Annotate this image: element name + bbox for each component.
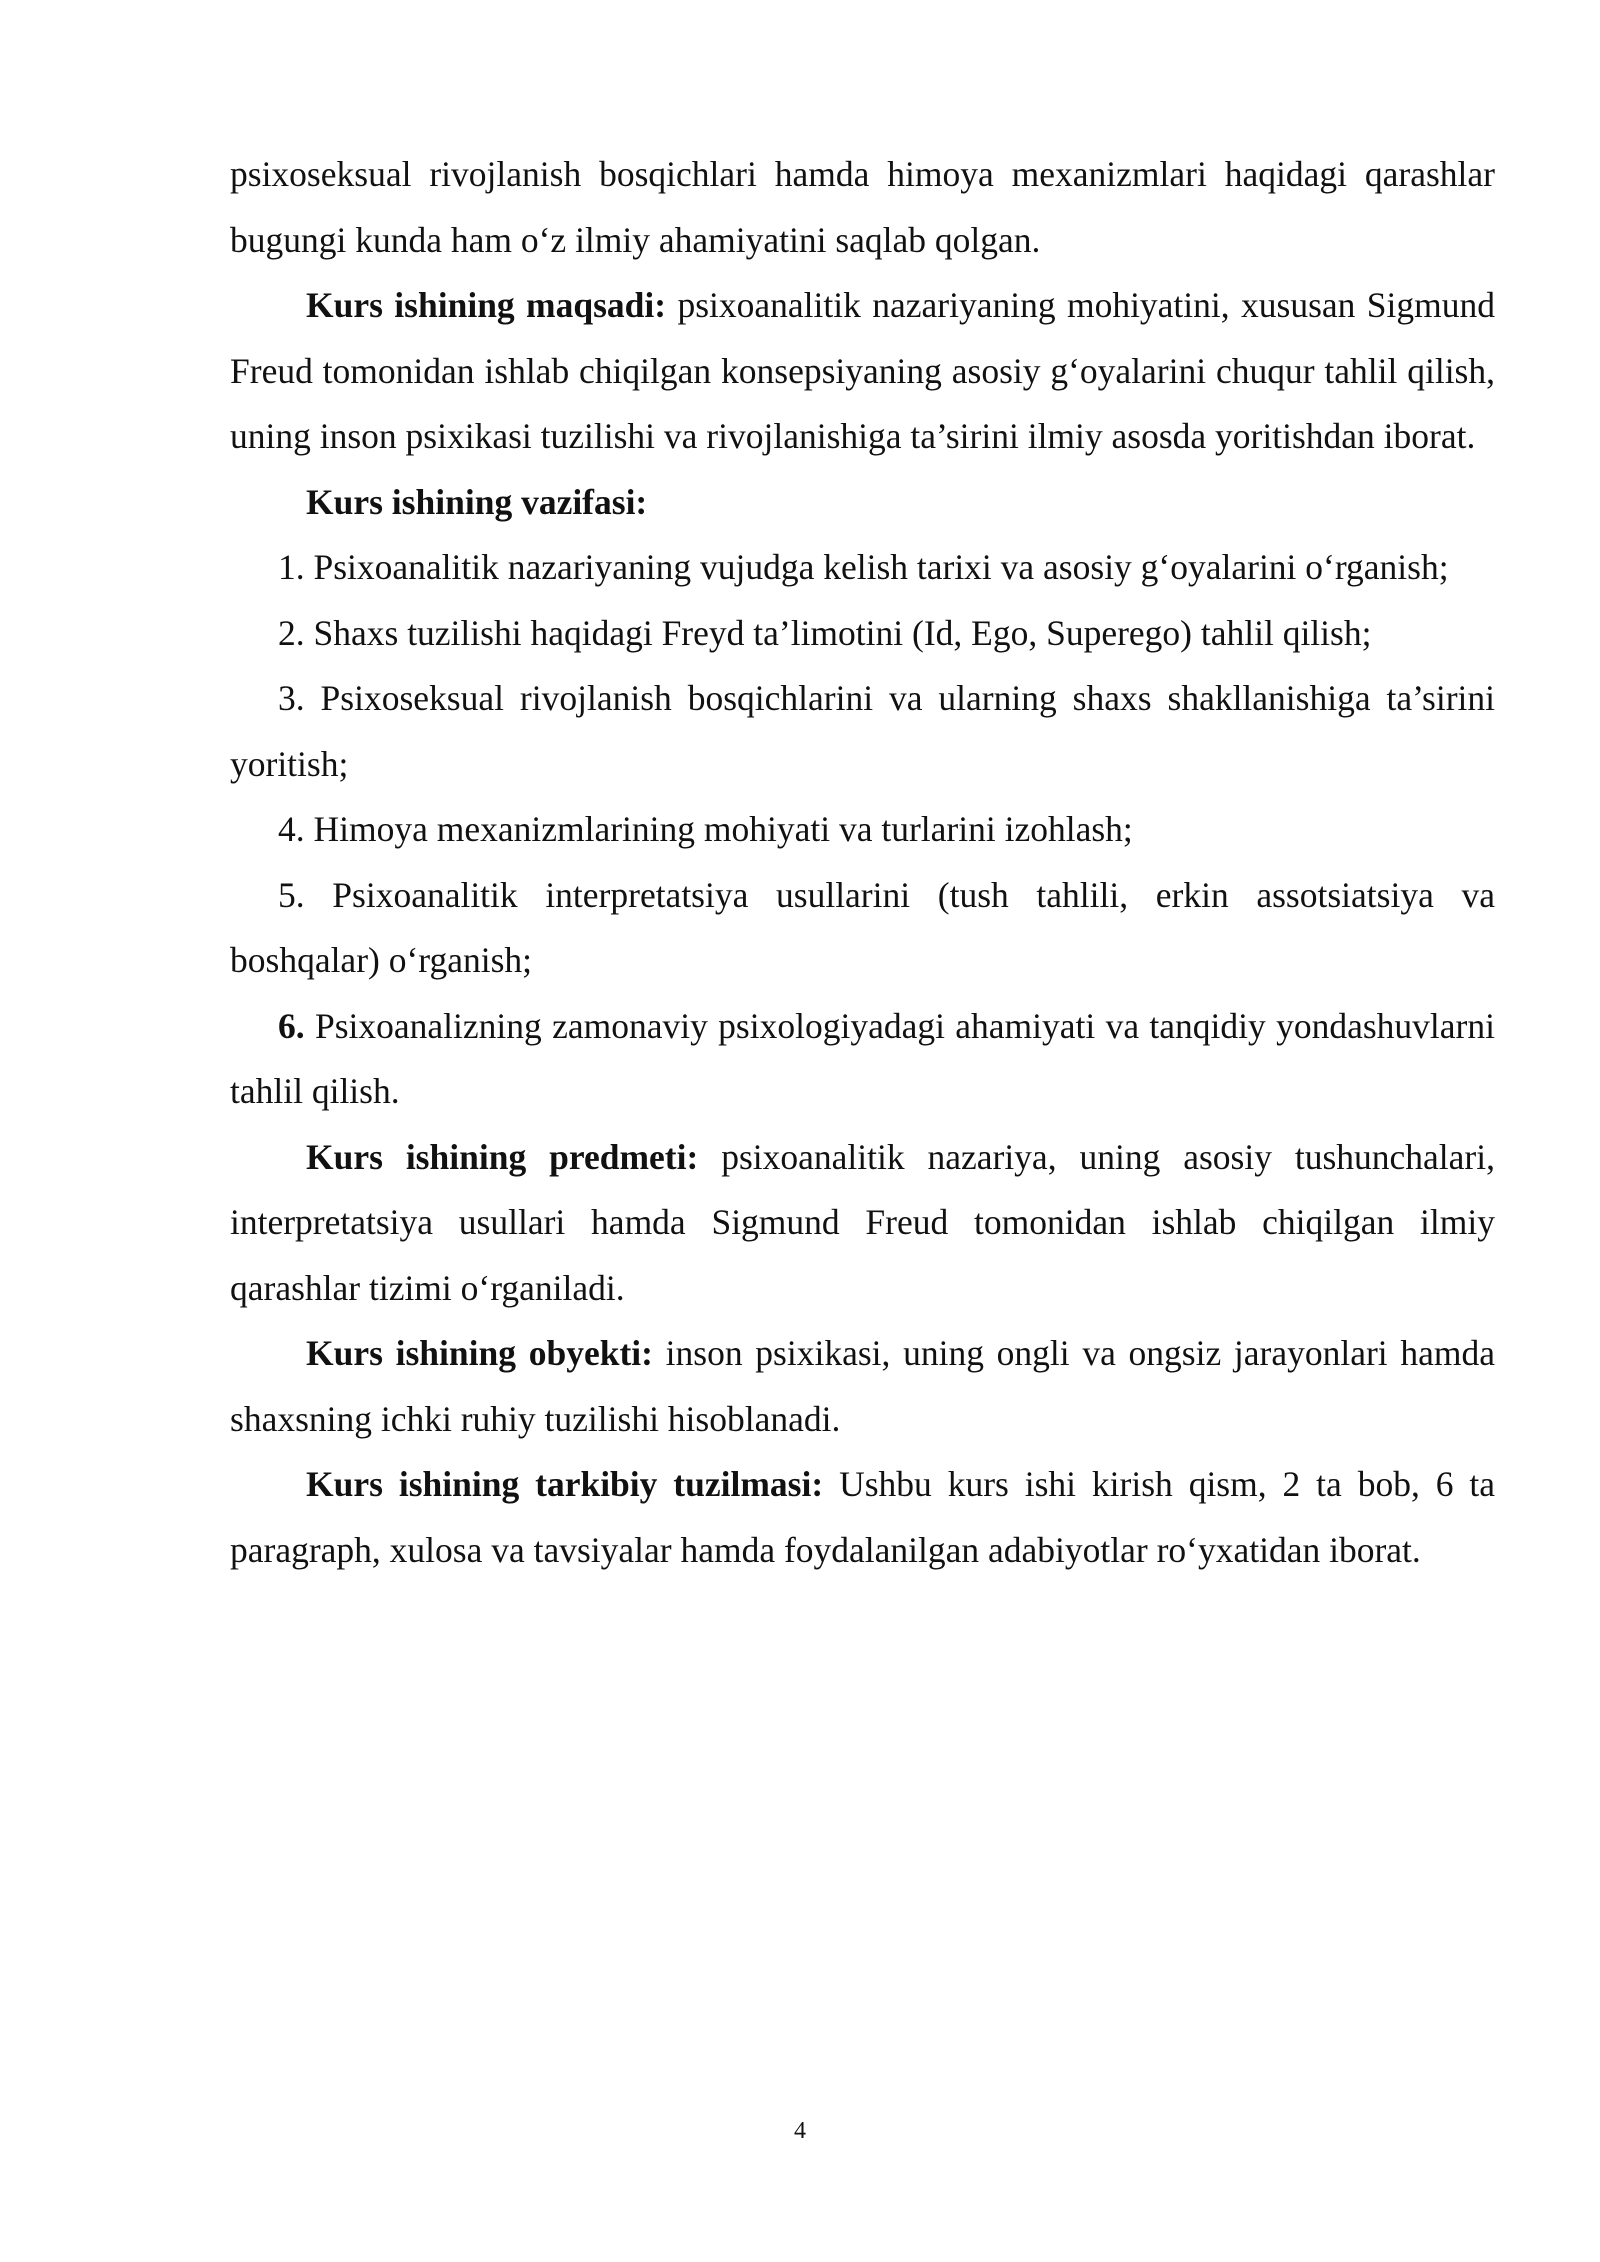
task-item-3	[230, 666, 1495, 797]
page-body	[230, 142, 1495, 1583]
predmet-label: Kurs ishining predmeti:	[306, 1136, 699, 1177]
vazifa-heading-label: Kurs ishining vazifasi:	[306, 481, 648, 522]
maqsad-label: Kurs ishining maqsadi:	[306, 285, 667, 325]
intro-text: psixoseksual rivojlanish bosqichlari hamda himoya mexanizmlari haqidagi qarashlar bugungi kunda ham o‘z ilmiy ahamiyatini saqlab qolgan.	[230, 154, 1495, 260]
obyekt-paragraph	[230, 1321, 1495, 1452]
task-text: Psixoanalitik interpretatsiya usullarini (tush tahlili, erkin assotsiatsiya va boshqalar) o‘rganish;	[230, 874, 1495, 980]
task-text: Himoya mexanizmlarining mohiyati va turlarini izohlash;	[304, 809, 1133, 849]
task-number: 2.	[278, 612, 305, 653]
task-number: 1.	[278, 547, 305, 587]
predmet-text: psixoanalitik nazariya, uning asosiy tushunchalari, interpretatsiya usullari hamda Sigmund Freud tomonidan ishlab chiqilgan ilmiy qarashlar tizimi o‘rganiladi.	[230, 1136, 1495, 1308]
vazifa-heading	[230, 470, 1495, 536]
task-item-5	[230, 863, 1495, 994]
obyekt-text: inson psixikasi, uning ongli va ongsiz jarayonlari hamda shaxsning ichki ruhiy tuzilishi hisoblanadi.	[230, 1333, 1495, 1439]
maqsad-paragraph	[230, 273, 1495, 470]
intro-paragraph	[230, 142, 1495, 273]
obyekt-label: Kurs ishining obyekti:	[306, 1333, 653, 1373]
task-number: 5.	[278, 874, 305, 915]
task-item-1	[230, 535, 1495, 601]
tarkib-label: Kurs ishining tarkibiy tuzilmasi:	[306, 1464, 824, 1504]
maqsad-text: psixoanalitik nazariyaning mohiyatini, xususan Sigmund Freud tomonidan ishlab chiqilgan konsepsiyaning asosiy g‘oyalarini chuqur tahlil qilish, uning inson psixikasi tuzilishi va rivojlanishiga ta’sirini ilmiy asosda yoritishdan iborat.	[230, 285, 1495, 456]
task-number: 6.	[278, 1005, 305, 1046]
task-item-2	[230, 601, 1495, 667]
page-number: 4	[794, 2118, 806, 2144]
task-number: 4.	[278, 809, 305, 849]
tarkib-paragraph	[230, 1452, 1495, 1583]
task-text: Shaxs tuzilishi haqidagi Freyd ta’limotini (Id, Ego, Superego) tahlil qilish;	[304, 612, 1372, 653]
task-number: 3.	[278, 678, 305, 718]
task-item-4	[230, 797, 1495, 863]
task-text: Psixoanalizning zamonaviy psixologiyadagi ahamiyati va tanqidiy yondashuvlarni tahlil qilish.	[230, 1005, 1495, 1111]
tarkib-text: Ushbu kurs ishi kirish qism, 2 ta bob, 6 ta paragraph, xulosa va tavsiyalar hamda foydalanilgan adabiyotlar ro‘yxatidan iborat.	[230, 1464, 1495, 1570]
task-text: Psixoanalitik nazariyaning vujudga kelish tarixi va asosiy g‘oyalarini o‘rganish;	[304, 547, 1449, 587]
task-item-6	[230, 994, 1495, 1125]
task-text: Psixoseksual rivojlanish bosqichlarini va ularning shaxs shakllanishiga ta’sirini yoritish;	[230, 678, 1495, 784]
predmet-paragraph	[230, 1125, 1495, 1322]
